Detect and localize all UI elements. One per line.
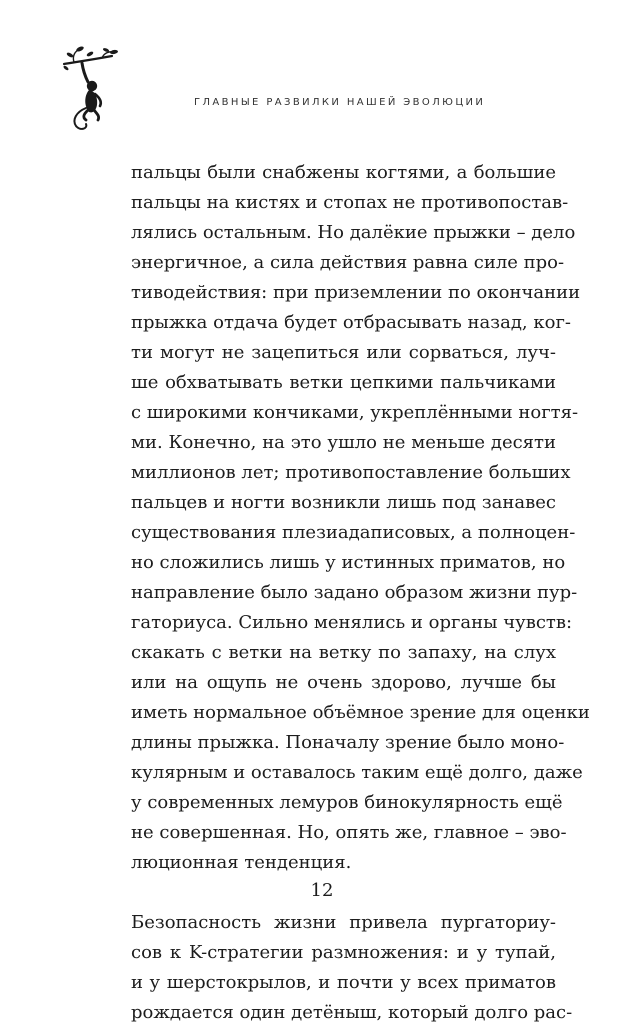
text-line: лялись остальным. Но далёкие прыжки – дело: [131, 222, 576, 243]
text-line: не совершенная. Но, опять же, главное – эво-: [131, 822, 567, 843]
text-line: длины прыжка. Поначалу зрение было моно-: [131, 732, 565, 753]
text-line: энергичное, а сила действия равна силе про-: [131, 252, 565, 273]
text-line: с широкими кончиками, укреплёнными ногтя-: [131, 402, 579, 423]
text-line: рождается один детёныш, который долго рас-: [131, 1002, 573, 1023]
running-head: ГЛАВНЫЕ РАЗВИЛКИ НАШЕЙ ЭВОЛЮЦИИ: [194, 97, 486, 108]
monkey-on-branch-icon: [62, 46, 118, 132]
paragraph: [131, 158, 590, 878]
text-line: или на ощупь не очень здорово, лучше бы: [131, 672, 556, 693]
text-line: пальцы были снабжены когтями, а большие: [131, 162, 556, 183]
text-line: скакать с ветки на ветку по запаху, на слух: [131, 642, 556, 663]
text-line: Безопасность жизни привела пургаториу-: [131, 912, 556, 933]
text-line: пальцев и ногти возникли лишь под занавес: [131, 492, 556, 513]
text-line: тиводействия: при приземлении по окончании: [131, 282, 581, 303]
text-line: люционная тенденция.: [131, 852, 352, 873]
text-line: миллионов лет; противопоставление больших: [131, 462, 571, 483]
text-line: направление было задано образом жизни пур-: [131, 582, 578, 603]
text-line: иметь нормальное объёмное зрение для оценки: [131, 702, 590, 723]
text-line: и у шерстокрылов, и почти у всех приматов: [131, 972, 556, 993]
text-line: ше обхватывать ветки цепкими пальчиками: [131, 372, 556, 393]
text-line: но сложились лишь у истинных приматов, но: [131, 552, 566, 573]
text-line: у современных лемуров бинокулярность ещё: [131, 792, 563, 813]
text-line: существования плезиадаписовых, а полноцен-: [131, 522, 576, 543]
text-line: сов к K-стратегии размножения: и у тупай,: [131, 942, 556, 963]
text-line: пальцы на кистях и стопах не противопостав-: [131, 192, 569, 213]
paragraph: [131, 908, 573, 1028]
text-line: гаториуса. Сильно менялись и органы чувств:: [131, 612, 573, 633]
text-line: прыжка отдача будет отбрасывать назад, ког-: [131, 312, 571, 333]
text-line: кулярным и оставалось таким ещё долго, даже: [131, 762, 583, 783]
text-line: ми. Конечно, на это ушло не меньше десяти: [131, 432, 556, 453]
page-number: 12: [310, 880, 334, 901]
text-line: ти могут не зацепиться или сорваться, луч-: [131, 342, 556, 363]
